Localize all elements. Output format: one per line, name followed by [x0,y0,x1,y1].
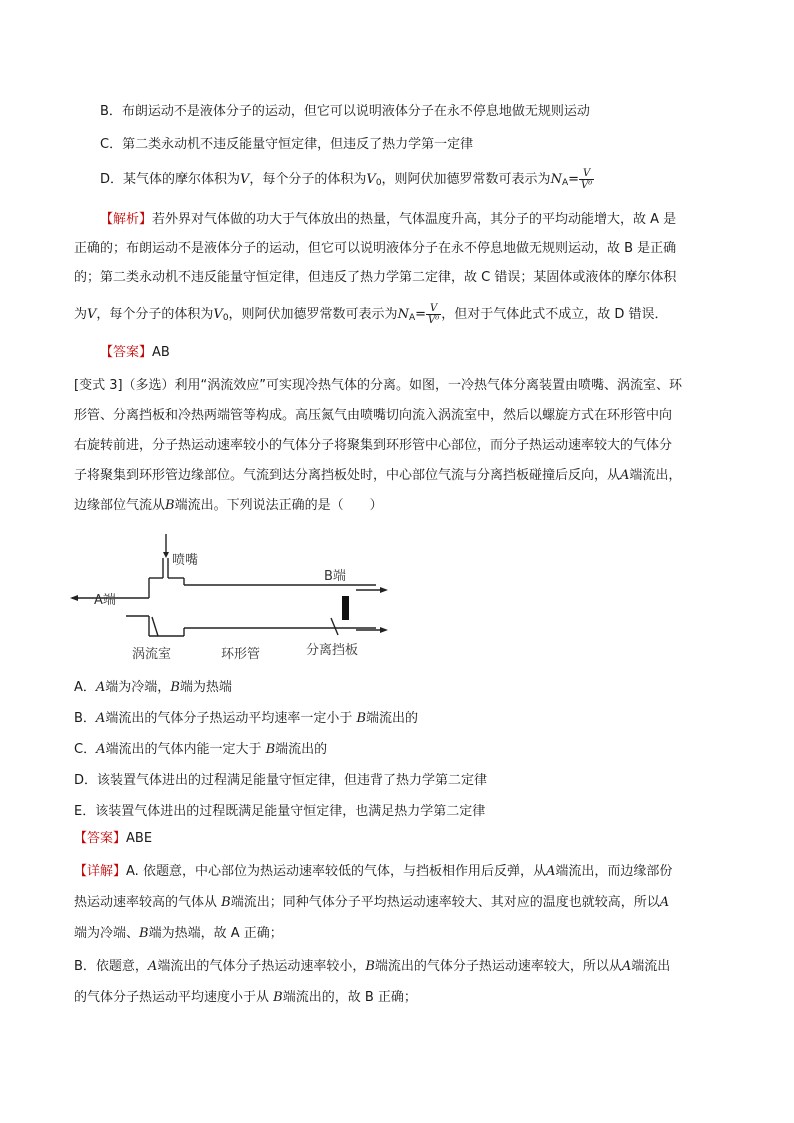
answer-2: 【答案】ABE [74,831,153,846]
detail-line-4: B．依题意，A端流出的气体分子热运动速率较小，B端流出的气体分子热运动速率较大，所以从A端流出 [74,959,671,974]
option-d: D．该装置气体进出的过程满足能量守恒定律，但违背了热力学第二定律 [74,773,488,788]
analysis-tag: 【解析】 [100,212,153,227]
vortex-tube-diagram [66,530,396,670]
detail-line-2: 热运动速率较高的气体从 B端流出；同种气体分子平均热运动速率较大、其对应的温度也就较高，所以A [74,895,670,910]
label-a-end: A端 [94,593,116,608]
option-e: E．该装置气体进出的过程既满足能量守恒定律，也满足热力学第二定律 [74,804,486,819]
option-b: B．A端流出的气体分子热运动平均速率一定小于 B端流出的 [74,711,419,726]
option-c: C．A端流出的气体内能一定大于 B端流出的 [74,742,328,757]
question-line-5: 边缘部位气流从B端流出。下列说法正确的是（ ） [74,498,383,513]
option-d-previous: D．某气体的摩尔体积为V，每个分子的体积为$V_0$，则阿伏加德罗常数可表示为$N_A=$ $\frac{V}{\text{V⁰}}$ [100,168,593,191]
answer-1: 【答案】AB [100,345,170,360]
question-line-2: 形管、分离挡板和冷热两端管等构成。高压氮气由喷嘴切向流入涡流室中，然后以螺旋方式在环形管中向 [74,408,673,423]
separator-plate [342,596,349,620]
label-b-end: B端 [324,569,346,584]
label-nozzle: 喷嘴 [172,553,199,568]
question-line-3: 右旋转前进，分子热运动速率较小的气体分子将聚集到环形管中心部位，而分子热运动速率较大的气体分 [74,438,673,453]
detail-line-5: 的气体分子热运动平均速度小于从 B端流出的，故 B 正确； [74,990,417,1005]
avogadro-fraction: $\frac{V}{\text{V⁰}}$ [581,168,593,191]
question-line-4: 子将聚集到环形管边缘部位。气流到达分离挡板处时，中心部位气流与分离挡板碰撞后反向，从A端流出， [74,468,682,483]
detail-line-3: 端为冷端、B端为热端，故 A 正确； [74,926,283,941]
detail-line-1: 【详解】A. 依题意，中心部位为热运动速率较低的气体，与挡板相作用后反弹，从A端流出，而边缘部份 [74,864,673,879]
option-c-previous: C．第二类永动机不违反能量守恒定律，但违反了热力学第一定律 [100,137,474,152]
option-a: A．A端为冷端，B端为热端 [74,680,232,695]
analysis-line-3: 的；第二类永动机不违反能量守恒定律，但违反了热力学第二定律，故 C 错误；某固体或液体的摩尔体积 [74,270,677,285]
label-vortex-chamber: 涡流室 [132,647,172,662]
label-separator: 分离挡板 [306,643,359,658]
question-line-1: [变式 3]（多选）利用“涡流效应”可实现冷热气体的分离。如图，一冷热气体分离装置由喷嘴、涡流室、环 [74,378,683,393]
option-b-previous: B．布朗运动不是液体分子的运动，但它可以说明液体分子在永不停息地做无规则运动 [100,104,590,119]
analysis-line-2: 正确的；布朗运动不是液体分子的运动，但它可以说明液体分子在永不停息地做无规则运动，故 B 是正确 [74,241,677,256]
label-ring-tube: 环形管 [221,647,261,662]
analysis-line-4: 为V，每个分子的体积为$V_0$，则阿伏加德罗常数可表示为$N_A=$ $\frac{V}{\text{V⁰}}$ ，但对于气体此式不成立，故 D 错误． [74,303,668,326]
analysis-line-1: 【解析】若外界对气体做的功大于气体放出的热量，气体温度升高，其分子的平均动能增大，故 A 是 [100,212,677,227]
